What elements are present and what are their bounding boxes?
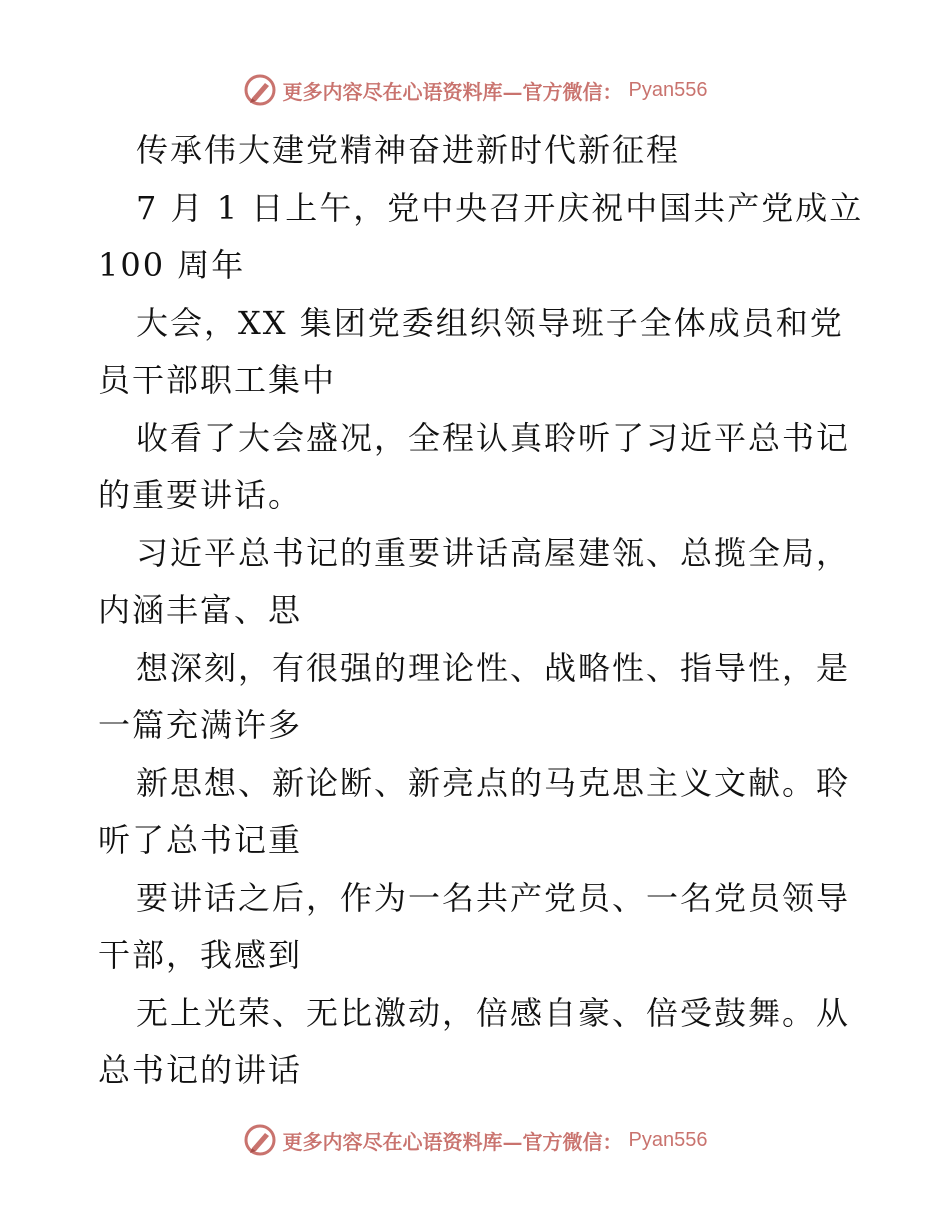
paragraph-line: 员干部职工集中 xyxy=(98,361,337,399)
paragraph-line: 习近平总书记的重要讲话高屋建瓴、总揽全局， xyxy=(136,533,851,572)
paragraph-line: 无上光荣、无比激动，倍感自豪、倍受鼓舞。从 xyxy=(136,993,851,1032)
header-watermark xyxy=(0,70,950,110)
paragraph-line: 100 周年 xyxy=(98,246,246,284)
paragraph-line: 内涵丰富、思 xyxy=(98,591,303,629)
watermark-text: 更多内容尽在心语资料库—官方微信： xyxy=(282,1129,623,1154)
pen-logo-icon xyxy=(243,1123,277,1157)
watermark-text: 更多内容尽在心语资料库—官方微信： xyxy=(282,79,623,104)
paragraph-line: 的重要讲话。 xyxy=(98,476,303,514)
paragraph-line: 新思想、新论断、新亮点的马克思主义文献。聆 xyxy=(136,763,851,802)
paragraph-line: 一篇充满许多 xyxy=(98,706,303,744)
paragraph-line: 听了总书记重 xyxy=(98,821,303,859)
paragraph-line: 要讲话之后，作为一名共产党员、一名党员领导 xyxy=(136,878,851,917)
watermark-wechat-id: Pyan556 xyxy=(628,78,708,101)
paragraph-line: 想深刻，有很强的理论性、战略性、指导性，是 xyxy=(136,648,851,687)
watermark-wechat-id: Pyan556 xyxy=(628,1128,708,1151)
document-body xyxy=(98,122,864,1100)
paragraph-line: 干部，我感到 xyxy=(98,936,303,974)
paragraph-line: 总书记的讲话 xyxy=(98,1051,303,1089)
paragraph-line: 大会，XX 集团党委组织领导班子全体成员和党 xyxy=(136,303,844,342)
footer-watermark xyxy=(0,1120,950,1160)
document-title: 传承伟大建党精神奋进新时代新征程 xyxy=(136,131,681,169)
pen-logo-icon xyxy=(243,73,277,107)
paragraph-line: 7 月 1 日上午，党中央召开庆祝中国共产党成立 xyxy=(136,188,864,227)
paragraph-line: 收看了大会盛况，全程认真聆听了习近平总书记 xyxy=(136,418,851,457)
